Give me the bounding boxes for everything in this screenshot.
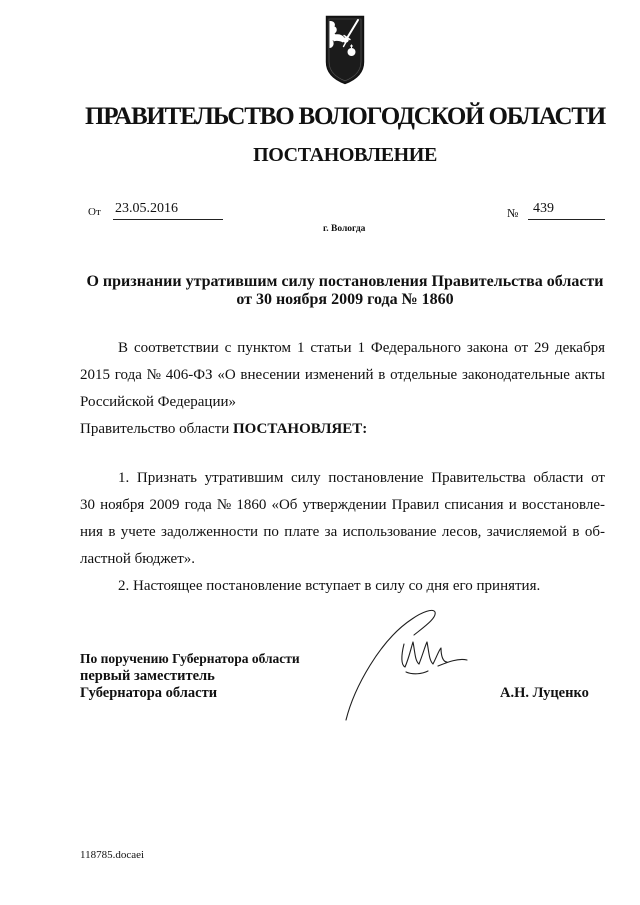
handwritten-signature: [340, 606, 472, 724]
preamble-line: [80, 362, 605, 389]
issue-city: г. Вологда: [323, 224, 366, 234]
document-date: 23.05.2016: [113, 202, 223, 220]
item-line-text: 2. Настоящее постановление вступает в силу со дня его принятия.: [118, 578, 541, 594]
item-line-text: 30 ноября 2009 года № 1860 «Об утверждении Правил списания и восстановле-: [80, 497, 605, 513]
date-prefix: От: [88, 206, 101, 218]
signature-stroke: [438, 659, 467, 666]
coat-of-arms-icon: [325, 15, 365, 85]
signature-position-line: первый заместитель: [80, 668, 215, 684]
item-line-text: 1. Признать утратившим силу постановление Правительства области от: [118, 470, 605, 486]
item-2-line: [118, 573, 605, 600]
enacting-clause: [80, 416, 605, 443]
organization-title: ПРАВИТЕЛЬСТВО ВОЛОГОДСКОЙ ОБЛАСТИ: [84, 103, 606, 130]
item-1-line: [80, 492, 605, 519]
document-subject: [80, 273, 610, 309]
preamble-line-text: Российской Федерации»: [80, 394, 237, 410]
signature-position-line: Губернатора области: [80, 685, 218, 701]
document-number: 439: [528, 202, 605, 220]
signature-stroke: [406, 671, 428, 674]
preamble-line: [80, 389, 605, 416]
signatory-name: А.Н. Луценко: [500, 685, 589, 701]
enacting-keyword: ПОСТАНОВЛЯЕТ:: [232, 421, 368, 437]
signature-stroke: [346, 610, 435, 720]
preamble-line-text: 2015 года № 406-ФЗ «О внесении изменений в отдельные законодательные акты: [80, 367, 605, 383]
signature-authority-note: По поручению Губернатора области: [80, 651, 300, 666]
item-1-line: [118, 465, 605, 492]
subject-line: от 30 ноября 2009 года № 1860: [236, 291, 454, 308]
signature-stroke: [402, 642, 447, 667]
emblem-orb: [348, 48, 356, 56]
item-1-line: [80, 546, 605, 573]
subject-line: О признании утратившим силу постановления Правительства области: [86, 273, 604, 290]
enacting-prefix: Правительство области: [80, 421, 230, 437]
file-code: 118785.docaei: [80, 849, 145, 861]
item-line-text: ния в учете задолженности по плате за использование лесов, зачисляемой в об-: [80, 524, 605, 540]
preamble-line: [118, 335, 605, 362]
preamble-paragraph: [80, 335, 605, 443]
preamble-line-text: В соответствии с пунктом 1 статьи 1 Федерального закона от 29 декабря: [118, 340, 605, 356]
document-type: ПОСТАНОВЛЕНИЕ: [253, 144, 437, 166]
number-prefix: №: [507, 206, 519, 220]
item-1-line: [80, 519, 605, 546]
item-line-text: ластной бюджет».: [80, 551, 195, 567]
resolution-items: [80, 465, 605, 600]
